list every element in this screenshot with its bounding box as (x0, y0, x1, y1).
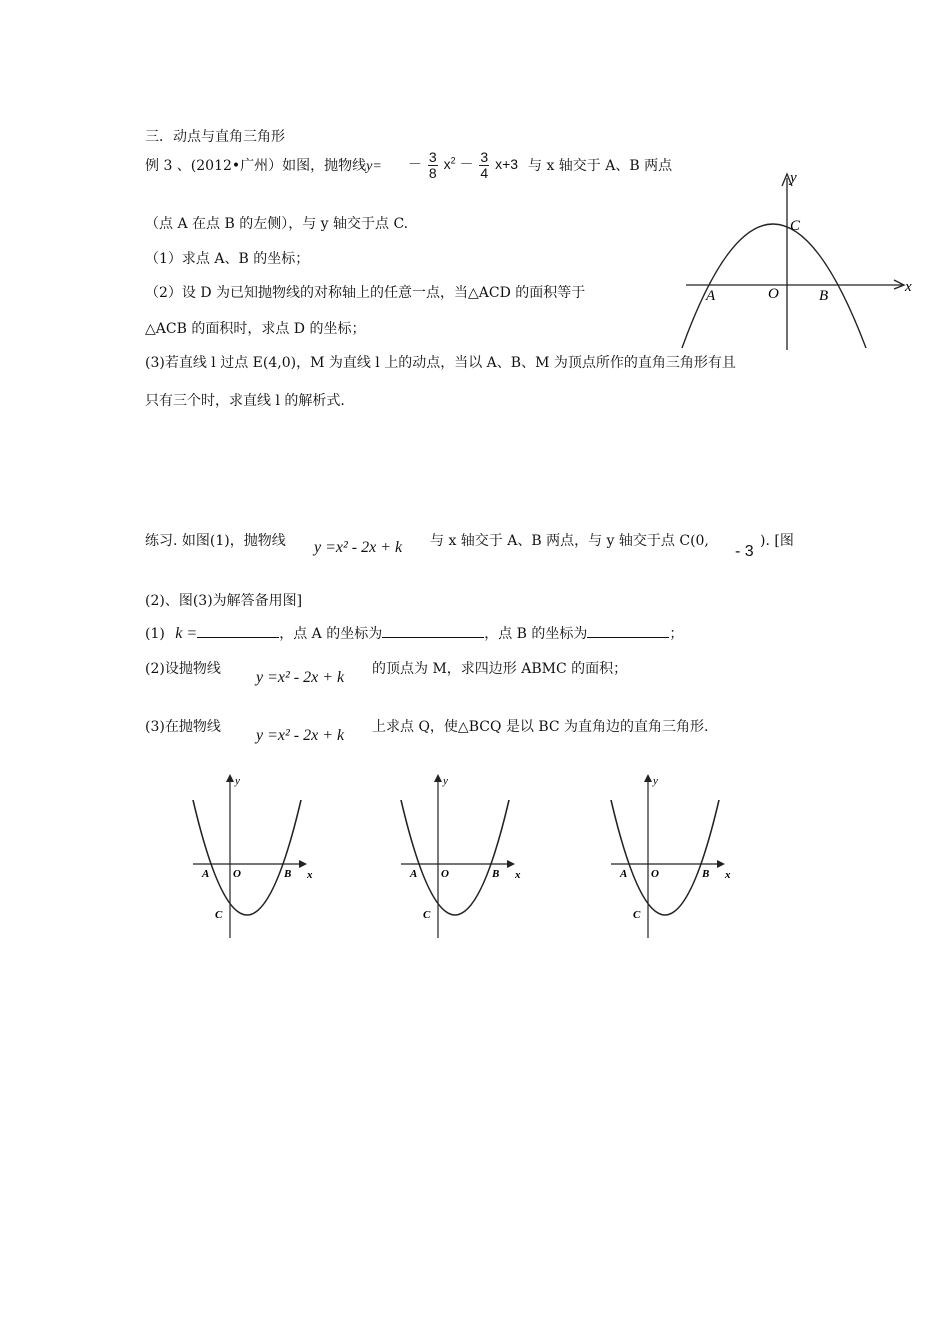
y-label: y (235, 775, 240, 787)
practice-q3-prefix: (3)在抛物线 (145, 719, 221, 735)
x-label: x (515, 869, 521, 881)
point-b-label: B (819, 288, 829, 304)
practice-line-2: (2)、图(3)为解答备用图] (145, 593, 303, 609)
x-axis-arrow (299, 860, 307, 868)
example-line-1 (145, 157, 382, 176)
x-axis-arrow (507, 860, 515, 868)
point-a-label: A (202, 868, 210, 880)
question-2b: △ACB 的面积时，求点 D 的坐标； (145, 321, 366, 337)
question-3b: 只有三个时，求直线 l 的解析式. (145, 393, 345, 409)
y-label: y (790, 170, 797, 186)
practice-q2-equation: y =x² - 2x + k (256, 669, 345, 686)
example-line-2: （点 A 在点 B 的左侧），与 y 轴交于点 C. (145, 216, 409, 232)
negative-three: - 3 (735, 543, 754, 560)
x-axis-arrow (717, 860, 725, 868)
small-graph-2 (393, 770, 528, 942)
x-var: x (443, 156, 451, 173)
practice-line-1-mid: 与 x 轴交于 A、B 两点，与 y 轴交于点 C(0, (430, 533, 709, 549)
fraction-3-4: $\frac{3}{4}$ (480, 149, 489, 181)
point-a-label: A (410, 868, 418, 880)
minus-sign: － (408, 156, 422, 173)
example-equation (408, 150, 518, 181)
section-title: 三．动点与直角三角形 (145, 129, 285, 145)
practice-q2-prefix: (2)设抛物线 (145, 661, 221, 677)
point-b-answer-blank[interactable] (587, 623, 669, 638)
y-label: y (653, 775, 658, 787)
point-c-label: C (790, 218, 801, 234)
point-b-coord-label: ，点 B 的坐标为 (484, 626, 588, 642)
point-a-answer-blank[interactable] (382, 623, 484, 638)
point-b-label: B (284, 868, 292, 880)
origin-label: O (441, 868, 449, 880)
y-axis-arrow (434, 774, 442, 782)
practice-line-1-prefix: 练习. 如图(1)，抛物线 (145, 533, 286, 549)
practice-q1 (145, 623, 683, 643)
x-label: x (725, 869, 731, 881)
origin-label: O (651, 868, 659, 880)
practice-equation: y =x² - 2x + k (314, 539, 403, 556)
parabola-curve (611, 800, 719, 915)
k-answer-blank[interactable] (197, 623, 279, 638)
point-c-label: C (423, 909, 431, 921)
small-graph-1 (185, 770, 320, 942)
q1-number: (1) (145, 626, 165, 642)
main-parabola-graph (676, 168, 916, 353)
point-c-label: C (215, 909, 223, 921)
semicolon: ； (669, 626, 684, 642)
origin-label: O (768, 286, 779, 302)
practice-q3-equation: y =x² - 2x + k (256, 727, 345, 744)
parabola-curve (193, 800, 301, 915)
point-a-label: A (620, 868, 628, 880)
small-graph-3 (603, 770, 738, 942)
question-1: （1）求点 A、B 的坐标； (145, 251, 310, 267)
practice-q2-suffix: 的顶点为 M，求四边形 ABMC 的面积； (372, 661, 628, 677)
y-label: y (443, 775, 448, 787)
question-3a: (3)若直线 l 过点 E(4,0)，M 为直线 l 上的动点，当以 A、B、M 为顶点所作的直角三角形有且 (145, 355, 736, 371)
minus-sign: － (459, 156, 474, 173)
x-plus-3: x+3 (495, 156, 519, 173)
y-axis-arrow (226, 774, 234, 782)
fraction-3-8: $\frac{3}{8}$ (428, 149, 437, 181)
point-a-label: A (706, 288, 716, 304)
question-2a: （2）设 D 为已知抛物线的对称轴上的任意一点，当△ACD 的面积等于 (145, 285, 586, 301)
example-prefix: 例 3 、(2012•广州）如图，抛物线 (145, 158, 367, 174)
origin-label: O (233, 868, 241, 880)
point-b-label: B (702, 868, 710, 880)
practice-line-1-suffix: ). [图 (760, 533, 794, 549)
point-a-coord-label: ，点 A 的坐标为 (279, 626, 383, 642)
x-label: x (905, 279, 912, 295)
k-equals: k = (175, 625, 198, 642)
exponent: 2 (450, 155, 456, 166)
parabola-curve (401, 800, 509, 915)
y-equals: y= (366, 159, 382, 174)
example-suffix: 与 x 轴交于 A、B 两点 (528, 158, 673, 174)
y-axis-arrow (644, 774, 652, 782)
point-c-label: C (633, 909, 641, 921)
x-label: x (307, 869, 313, 881)
practice-q3-suffix: 上求点 Q，使△BCQ 是以 BC 为直角边的直角三角形. (372, 719, 709, 735)
point-b-label: B (492, 868, 500, 880)
